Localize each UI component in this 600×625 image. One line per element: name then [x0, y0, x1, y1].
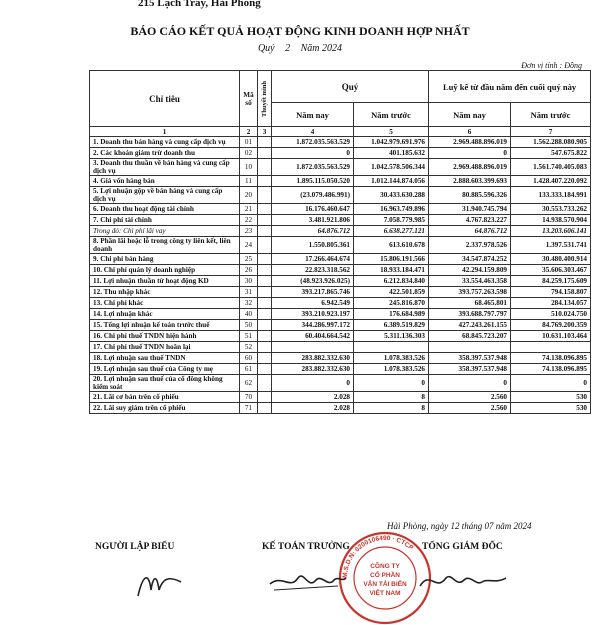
value-q-prev: 422.501.859	[354, 287, 429, 298]
table-row	[90, 320, 591, 331]
row-note	[258, 276, 272, 287]
row-label: 20. Lợi nhuận sau thuế của cổ đông không kiểm soát	[90, 375, 240, 392]
value-y-now: 31.940.745.794	[429, 204, 511, 215]
quarter-number: 2	[285, 43, 291, 54]
row-code: 32	[240, 298, 258, 309]
seal-line: CÔNG TY	[370, 563, 400, 570]
table-row	[90, 254, 591, 265]
value-y-prev: 1.397.531.741	[511, 237, 591, 254]
value-q-prev: 6.212.834.840	[354, 276, 429, 287]
value-q-prev: 16.963.749.896	[354, 204, 429, 215]
row-note	[258, 176, 272, 187]
company-address: 215 Lạch Tray, Hải Phòng	[138, 0, 261, 9]
value-y-prev: 30.553.733.262	[511, 204, 591, 215]
table-body	[90, 137, 591, 414]
preparer-title: NGƯỜI LẬP BIỂU	[95, 542, 175, 552]
value-q-prev: 1.042.979.691.976	[354, 137, 429, 148]
value-y-prev: 74.138.096.895	[511, 353, 591, 364]
index-cell: 2	[240, 127, 258, 137]
row-note	[258, 392, 272, 403]
value-y-now: 34.547.874.252	[429, 254, 511, 265]
row-note	[258, 342, 272, 353]
seal-line: VẬN TẢI BIỂN	[363, 581, 407, 588]
value-q-prev: 1.078.383.526	[354, 353, 429, 364]
value-q-now: 6.942.549	[272, 298, 354, 309]
value-y-prev: 10.631.103.464	[511, 331, 591, 342]
row-note	[258, 187, 272, 204]
value-q-prev: 1.042.578.506.344	[354, 159, 429, 176]
row-code: 50	[240, 320, 258, 331]
index-cell: 4	[272, 127, 354, 137]
row-note	[258, 159, 272, 176]
value-q-prev: 613.610.678	[354, 237, 429, 254]
row-label: 6. Doanh thu hoạt động tài chính	[90, 204, 240, 215]
value-y-prev: 35.606.303.467	[511, 265, 591, 276]
director-title: TỔNG GIÁM ĐỐC	[422, 542, 503, 552]
row-code: 24	[240, 237, 258, 254]
value-y-prev: 84.259.175.609	[511, 276, 591, 287]
index-cell: 1	[90, 127, 240, 137]
value-q-now: 1.872.035.563.529	[272, 159, 354, 176]
table-row	[90, 137, 591, 148]
row-note	[258, 364, 272, 375]
row-code: 70	[240, 392, 258, 403]
q-prev-header: Năm trước	[354, 103, 429, 127]
value-q-now	[272, 342, 354, 353]
table-row	[90, 342, 591, 353]
row-label: 5. Lợi nhuận gộp về bán hàng và cung cấp dịch vụ	[90, 187, 240, 204]
value-q-prev: 15.806.191.566	[354, 254, 429, 265]
chief-accountant-title: KẾ TOÁN TRƯỞNG	[262, 542, 350, 552]
row-note	[258, 298, 272, 309]
value-q-now: 22.823.318.562	[272, 265, 354, 276]
value-y-prev: 133.333.184.991	[511, 187, 591, 204]
row-code: 11	[240, 176, 258, 187]
y-prev-header: Năm trước	[511, 103, 591, 127]
table-row	[90, 331, 591, 342]
row-note	[258, 353, 272, 364]
row-note	[258, 403, 272, 414]
row-note	[258, 215, 272, 226]
table-row	[90, 353, 591, 364]
value-y-now: 2.969.488.896.019	[429, 159, 511, 176]
code-header: Mã số	[240, 71, 258, 127]
row-code: 71	[240, 403, 258, 414]
value-q-now: 0	[272, 375, 354, 392]
value-q-now: 0	[272, 148, 354, 159]
value-y-now: 2.560	[429, 392, 511, 403]
row-label: 11. Lợi nhuận thuần từ hoạt động KD	[90, 276, 240, 287]
table-row	[90, 364, 591, 375]
row-label: 3. Doanh thu thuần về bán hàng và cung cấp dịch vụ	[90, 159, 240, 176]
report-period	[0, 43, 600, 54]
value-y-now: 2.888.603.399.693	[429, 176, 511, 187]
value-y-prev: 530	[511, 392, 591, 403]
value-y-now: 393.688.797.797	[429, 309, 511, 320]
value-q-now: 283.882.332.630	[272, 353, 354, 364]
row-note	[258, 265, 272, 276]
report-year: Năm 2024	[300, 43, 343, 54]
seal-ring-text: M.S.D.N: 0200106490 · CTCP	[341, 534, 415, 579]
table-row	[90, 176, 591, 187]
row-code: 23	[240, 226, 258, 237]
row-label: 7. Chi phí tài chính	[90, 215, 240, 226]
value-q-prev: 245.816.870	[354, 298, 429, 309]
seal-line: CỔ PHẦN	[370, 572, 400, 579]
row-note	[258, 309, 272, 320]
table-row	[90, 187, 591, 204]
value-y-prev: 14.938.570.904	[511, 215, 591, 226]
value-y-now: 33.554.463.358	[429, 276, 511, 287]
value-q-now: 283.882.332.630	[272, 364, 354, 375]
value-q-now: 393.217.865.746	[272, 287, 354, 298]
value-y-now: 358.397.537.948	[429, 364, 511, 375]
value-q-now: 64.876.712	[272, 226, 354, 237]
row-label: 9. Chi phí bán hàng	[90, 254, 240, 265]
value-y-now: 2.560	[429, 403, 511, 414]
row-code: 20	[240, 187, 258, 204]
value-q-now: 17.266.464.674	[272, 254, 354, 265]
value-y-now: 68.845.723.207	[429, 331, 511, 342]
row-code: 26	[240, 265, 258, 276]
quarter-header: Quý	[272, 71, 429, 103]
table-row	[90, 298, 591, 309]
table-row	[90, 276, 591, 287]
row-label: 19. Lợi nhuận sau thuế của Công ty mẹ	[90, 364, 240, 375]
value-y-prev: 74.138.096.895	[511, 364, 591, 375]
value-y-prev: 794.158.807	[511, 287, 591, 298]
q-now-header: Năm nay	[272, 103, 354, 127]
row-label: 4. Giá vốn hàng bán	[90, 176, 240, 187]
row-label: 2. Các khoản giảm trừ doanh thu	[90, 148, 240, 159]
value-y-now: 0	[429, 375, 511, 392]
row-code: 60	[240, 353, 258, 364]
row-label: 21. Lãi cơ bản trên cổ phiếu	[90, 392, 240, 403]
row-label: 18. Lợi nhuận sau thuế TNDN	[90, 353, 240, 364]
value-q-prev: 1.078.383.526	[354, 364, 429, 375]
table-row	[90, 215, 591, 226]
index-cell: 5	[354, 127, 429, 137]
value-q-prev: 30.433.630.288	[354, 187, 429, 204]
row-code: 30	[240, 276, 258, 287]
value-q-prev: 401.185.632	[354, 148, 429, 159]
row-label: 8. Phần lãi hoặc lỗ trong công ty liên kết, liên doanh	[90, 237, 240, 254]
table-row	[90, 237, 591, 254]
table-row	[90, 375, 591, 392]
report-title: BÁO CÁO KẾT QUẢ HOẠT ĐỘNG KINH DOANH HỢP NHẤT	[130, 24, 470, 38]
table-row	[90, 265, 591, 276]
value-y-prev: 1.561.740.405.083	[511, 159, 591, 176]
value-y-now: 2.969.488.896.019	[429, 137, 511, 148]
value-q-now: 393.210.923.197	[272, 309, 354, 320]
value-y-now: 358.397.537.948	[429, 353, 511, 364]
indicator-header: Chỉ tiêu	[90, 71, 240, 127]
value-q-prev	[354, 342, 429, 353]
value-y-now: 2.337.978.526	[429, 237, 511, 254]
row-code: 40	[240, 309, 258, 320]
note-header	[258, 71, 272, 127]
table-row	[90, 287, 591, 298]
row-code: 52	[240, 342, 258, 353]
row-label: 22. Lãi suy giảm trên cổ phiếu	[90, 403, 240, 414]
value-q-now: (48.923.926.025)	[272, 276, 354, 287]
director-signature	[418, 566, 508, 596]
row-note	[258, 331, 272, 342]
value-q-now: 2.028	[272, 392, 354, 403]
table-row	[90, 159, 591, 176]
table-row	[90, 392, 591, 403]
table-row	[90, 204, 591, 215]
row-label: 10. Chi phí quản lý doanh nghiệp	[90, 265, 240, 276]
quarter-label: Quý	[257, 43, 275, 54]
row-code: 21	[240, 204, 258, 215]
value-q-prev: 1.012.144.874.056	[354, 176, 429, 187]
value-y-now: 64.876.712	[429, 226, 511, 237]
value-y-prev: 530	[511, 403, 591, 414]
chief-accountant-signature	[268, 566, 348, 596]
value-y-prev: 13.203.606.141	[511, 226, 591, 237]
value-y-prev: 284.134.057	[511, 298, 591, 309]
value-q-now: 1.872.035.563.529	[272, 137, 354, 148]
value-y-now: 42.294.159.809	[429, 265, 511, 276]
row-label: 14. Lợi nhuận khác	[90, 309, 240, 320]
row-note	[258, 204, 272, 215]
row-label: 17. Chi phí thuế TNDN hoãn lại	[90, 342, 240, 353]
row-label: 13. Chi phí khác	[90, 298, 240, 309]
row-label: 16. Chi phí thuế TNDN hiện hành	[90, 331, 240, 342]
value-q-now: (23.079.486.991)	[272, 187, 354, 204]
row-code: 31	[240, 287, 258, 298]
row-label: 12. Thu nhập khác	[90, 287, 240, 298]
value-q-prev: 8	[354, 392, 429, 403]
value-y-prev: 510.024.750	[511, 309, 591, 320]
note-header-text: Thuyết minh	[261, 80, 268, 117]
currency-unit: Đơn vị tính : Đồng	[521, 61, 582, 70]
table-row	[90, 403, 591, 414]
value-q-now: 16.176.460.647	[272, 204, 354, 215]
table-row	[90, 309, 591, 320]
value-y-prev	[511, 342, 591, 353]
value-y-now	[429, 342, 511, 353]
index-cell: 7	[511, 127, 591, 137]
value-q-now: 1.550.805.361	[272, 237, 354, 254]
row-note	[258, 148, 272, 159]
value-q-now: 3.481.921.806	[272, 215, 354, 226]
row-code: 22	[240, 215, 258, 226]
value-y-now: 393.757.263.598	[429, 287, 511, 298]
value-y-now: 427.243.261.155	[429, 320, 511, 331]
value-q-prev: 5.311.136.303	[354, 331, 429, 342]
seal-line: VIỆT NAM	[369, 590, 401, 597]
value-q-prev: 7.058.779.985	[354, 215, 429, 226]
row-note	[258, 320, 272, 331]
row-note	[258, 226, 272, 237]
value-y-now: 80.885.596.326	[429, 187, 511, 204]
y-now-header: Năm nay	[429, 103, 511, 127]
row-code: 10	[240, 159, 258, 176]
index-cell: 6	[429, 127, 511, 137]
preparer-signature	[135, 568, 185, 600]
ytd-header: Luỹ kế từ đầu năm đến cuối quý này	[429, 71, 591, 103]
value-y-prev: 547.675.822	[511, 148, 591, 159]
value-y-prev: 1.428.407.220.092	[511, 176, 591, 187]
value-y-now: 4.767.823.227	[429, 215, 511, 226]
table-row	[90, 148, 591, 159]
row-code: 25	[240, 254, 258, 265]
value-q-prev: 6.638.277.121	[354, 226, 429, 237]
value-y-now: 0	[429, 148, 511, 159]
value-y-now: 68.465.801	[429, 298, 511, 309]
value-q-prev: 8	[354, 403, 429, 414]
row-note	[258, 375, 272, 392]
value-y-prev: 30.480.400.914	[511, 254, 591, 265]
row-label: 1. Doanh thu bán hàng và cung cấp dịch vụ	[90, 137, 240, 148]
value-q-prev: 0	[354, 375, 429, 392]
value-q-prev: 176.684.989	[354, 309, 429, 320]
value-y-prev: 0	[511, 375, 591, 392]
income-statement-table	[89, 70, 591, 414]
table-row	[90, 226, 591, 237]
index-cell: 3	[258, 127, 272, 137]
value-q-prev: 18.933.184.471	[354, 265, 429, 276]
row-code: 01	[240, 137, 258, 148]
value-q-now: 1.895.115.050.520	[272, 176, 354, 187]
value-y-prev: 84.769.200.359	[511, 320, 591, 331]
row-label: Trong đó: Chi phí lãi vay	[90, 226, 240, 237]
value-q-now: 2.028	[272, 403, 354, 414]
value-q-prev: 6.389.519.829	[354, 320, 429, 331]
row-code: 02	[240, 148, 258, 159]
row-note	[258, 254, 272, 265]
row-note	[258, 237, 272, 254]
row-label: 15. Tổng lợi nhuận kế toán trước thuế	[90, 320, 240, 331]
value-y-prev: 1.562.288.080.905	[511, 137, 591, 148]
row-code: 51	[240, 331, 258, 342]
row-code: 62	[240, 375, 258, 392]
row-note	[258, 287, 272, 298]
signing-date: Hải Phòng, ngày 12 tháng 07 năm 2024	[387, 521, 532, 531]
row-note	[258, 137, 272, 148]
row-code: 61	[240, 364, 258, 375]
value-q-now: 60.404.664.542	[272, 331, 354, 342]
value-q-now: 344.286.997.172	[272, 320, 354, 331]
